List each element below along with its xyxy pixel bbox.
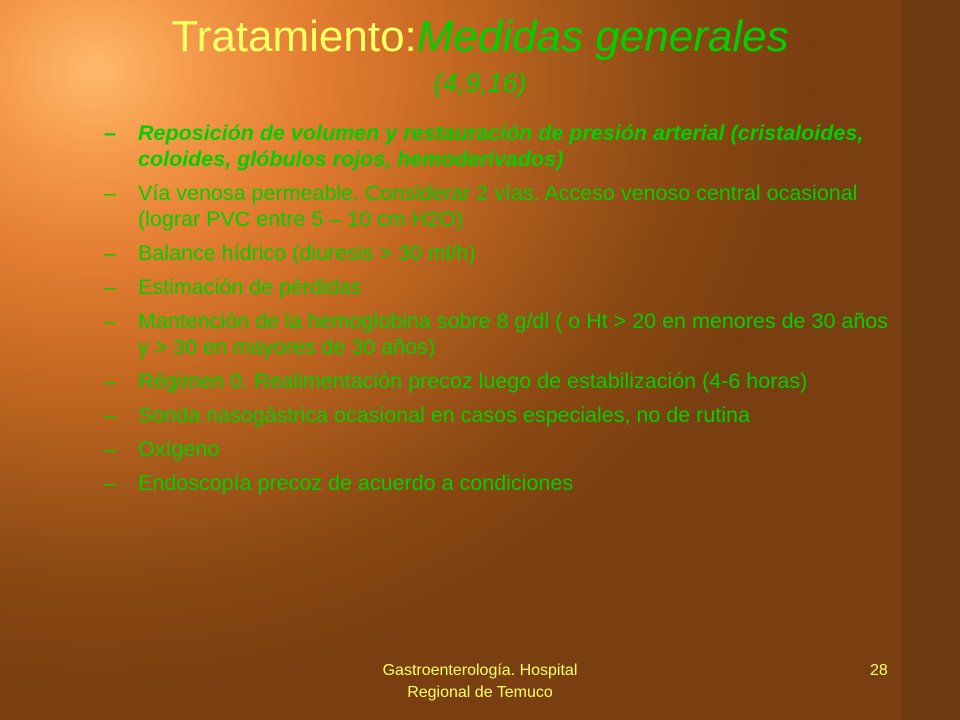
bullet-item [104, 402, 904, 428]
bullet-item [104, 180, 904, 232]
bullet-dash: – [104, 121, 116, 145]
bullet-text: Vía venosa permeable. Considerar 2 vías. Acceso venoso central ocasional (lograr PVC entre 5 – 10 cm H2O) [138, 181, 858, 231]
background-band [902, 0, 960, 720]
bullet-item [104, 308, 904, 360]
bullet-dash: – [104, 309, 116, 333]
footer-source [330, 660, 630, 704]
bullet-list [104, 120, 904, 504]
bullet-item [104, 240, 904, 266]
bullet-text: Sonda nasogástrica ocasional en casos especiales, no de rutina [138, 403, 750, 427]
bullet-item [104, 368, 904, 394]
bullet-item [104, 470, 904, 496]
footer-line: Gastroenterología. Hospital [382, 662, 578, 679]
bullet-text: Balance hídrico (diuresis > 30 ml/h) [138, 241, 476, 265]
slide-number: 28 [870, 662, 888, 679]
bullet-item [104, 436, 904, 462]
bullet-text: Oxígeno [138, 437, 220, 461]
slide-title [40, 8, 920, 76]
bullet-text: Mantención de la hemoglobina sobre 8 g/dl ( o Ht > 20 en menores de 30 años y > 30 en mayores de 30 años) [138, 309, 889, 359]
bullet-text: Reposición de volumen y restauración de presión arterial (cristaloides, coloides, glóbulos rojos, hemoderivados) [138, 121, 864, 171]
bullet-dash: – [104, 471, 116, 495]
footer-line: Regional de Temuco [407, 684, 553, 701]
bullet-dash: – [104, 437, 116, 461]
bullet-text: Régimen 0. Realimentación precoz luego de estabilización (4-6 horas) [138, 369, 808, 393]
bullet-dash: – [104, 369, 116, 393]
bullet-item [104, 274, 904, 300]
bullet-text: Estimación de pérdidas [138, 275, 362, 299]
bullet-dash: – [104, 275, 116, 299]
title-reference: (4,9,16) [433, 68, 527, 98]
bullet-dash: – [104, 241, 116, 265]
bullet-text: Endoscopía precoz de acuerdo a condiciones [138, 471, 574, 495]
title-italic: Medidas generales [416, 12, 789, 61]
bullet-dash: – [104, 181, 116, 205]
bullet-item [104, 120, 904, 172]
title-main: Tratamiento: [171, 12, 417, 61]
bullet-dash: – [104, 403, 116, 427]
